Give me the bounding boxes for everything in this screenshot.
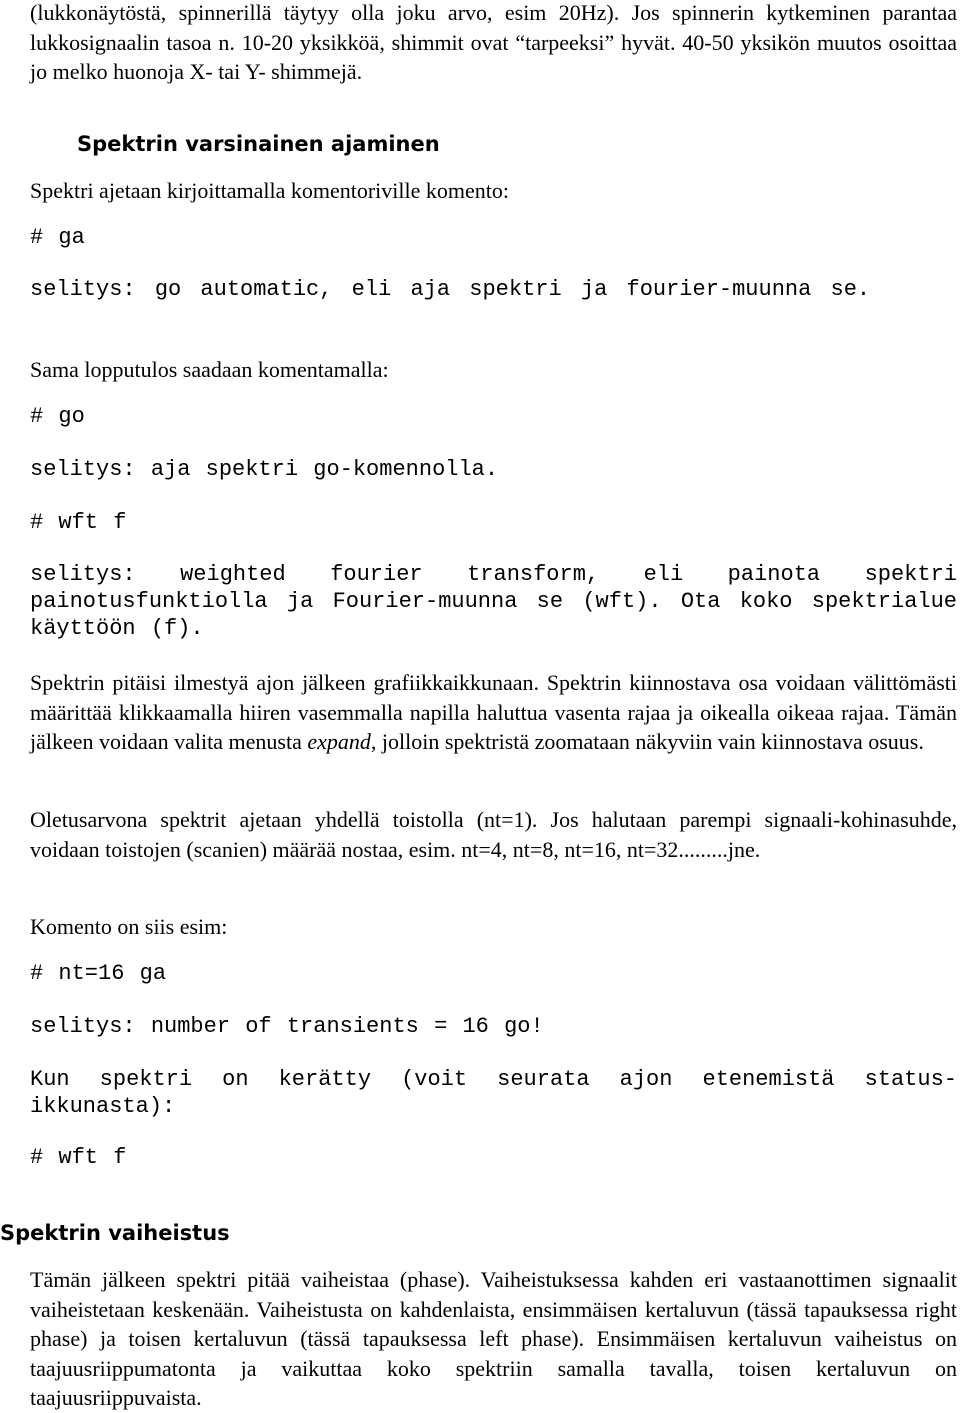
command-ga: # ga (30, 225, 85, 250)
explanation-nt16: selitys: number of transients = 16 go! (30, 1014, 544, 1039)
paragraph-same-result: Sama lopputulos saadaan komentamalla: (30, 357, 389, 382)
paragraph-command-example: Komento on siis esim: (30, 914, 228, 939)
paragraph-spectrum-collected: Kun spektri on kerätty (voit seurata ajon etenemistä status-ikkunasta): (30, 1067, 957, 1119)
paragraph-transients: Oletusarvona spektrit ajetaan yhdellä toistolla (nt=1). Jos halutaan parempi signaali-kohinasuhde, voidaan toistojen (scanien) määrää nostaa, esim. nt=4, nt=8, nt=16, nt=32.........jne. (30, 807, 957, 862)
explanation-ga: selitys: go automatic, eli aja spektri ja fourier-muunna se. (30, 277, 871, 302)
heading-spectrum-running: Spektrin varsinainen ajaminen (77, 132, 440, 156)
command-wft-f-2: # wft f (30, 1145, 127, 1170)
explanation-go: selitys: aja spektri go-komennolla. (30, 457, 499, 482)
graphics-text-a: Spektrin pitäisi ilmestyä ajon jälkeen grafiikkaikkunaan. Spektrin kiinnostava osa voidaan välittömästi määrittää klikkaamalla hiiren vasemmalla napilla haluttua vasenta rajaa ja oikealla oikeaa rajaa. Tämän jälkeen voidaan valita menusta (30, 670, 957, 754)
heading-spectrum-phasing: Spektrin vaiheistus (0, 1221, 230, 1245)
paragraph-graphics-window (30, 668, 957, 757)
command-go: # go (30, 404, 85, 429)
explanation-wft: selitys: weighted fourier transform, eli painota spektri painotusfunktiolla ja Fourier-muunna se (wft). Ota koko spektrialue käyttöön (f). (30, 562, 957, 641)
command-nt16-ga: # nt=16 ga (30, 961, 167, 986)
paragraph-run-instruction: Spektri ajetaan kirjoittamalla komentoriville komento: (30, 178, 509, 203)
paragraph-phasing: Tämän jälkeen spektri pitää vaiheistaa (phase). Vaiheistuksessa kahden eri vastaanottimen signaalit vaiheistetaan keskenään. Vaiheistusta on kahdenlaista, ensimmäisen kertaluvun (tässä tapauksessa right phase) ja toisen kertaluvun (tässä tapauksessa left phase). Ensimmäisen kertaluvun vaiheistus on taajuusriippumatonta ja vaikuttaa koko spektriin samalla tavalla, toisen kertaluvun on taajuusriippuvaista. (30, 1267, 957, 1410)
graphics-text-b: , jolloin spektristä zoomataan näkyviin vain kiinnostava osuus. (370, 729, 924, 754)
paragraph-intro-continued: (lukkonäytöstä, spinnerillä täytyy olla joku arvo, esim 20Hz). Jos spinnerin kytkeminen parantaa lukkosignaalin tasoa n. 10-20 yksikköä, shimmit ovat “tarpeeksi” hyvät. 40-50 yksikön muutos osoittaa jo melko huonoja X- tai Y- shimmejä. (30, 0, 957, 84)
command-wft-f: # wft f (30, 510, 127, 535)
menu-term-expand: expand (307, 729, 371, 754)
